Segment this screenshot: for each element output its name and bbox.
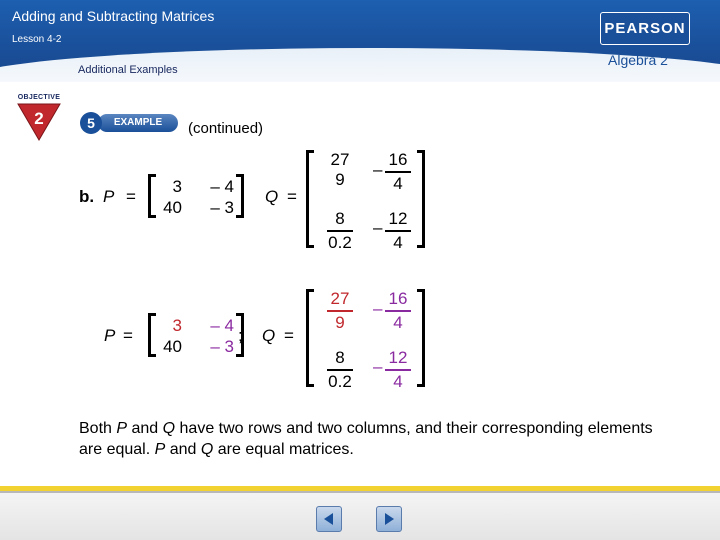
matrix-q-fraction [376,348,420,392]
pearson-logo: PEARSON [600,12,690,45]
minus-sign: – [373,299,383,318]
minus-sign: – [373,160,383,179]
fraction-bar [385,369,411,371]
matrix-p-symbol: P [104,326,116,345]
denominator: 0.2 [328,233,352,252]
left-bracket [306,289,314,387]
left-bracket [148,174,156,218]
semicolon: ; [238,326,243,345]
matrix-p-cell: 3 [172,316,182,335]
numerator: 27 [330,150,350,169]
matrix-q-fraction [318,209,362,253]
matrix-q-fraction [318,150,362,190]
lesson-number: Lesson 4-2 [12,34,62,45]
numerator: 27 [330,289,350,308]
denominator: 9 [335,313,345,332]
fraction-bar [385,310,411,312]
conclusion-fragment: and [165,441,201,458]
denominator: 4 [393,313,403,332]
left-arrow-icon [321,511,337,527]
next-slide-button[interactable] [376,506,402,532]
minus-sign: – [373,218,383,237]
matrix-p-cell: 40 [163,198,182,217]
example-badge [80,112,178,134]
denominator: 4 [393,174,403,193]
numerator: 16 [388,289,408,308]
matrix-q-fraction [318,348,362,392]
fraction-bar [327,230,353,232]
right-bracket [417,150,425,248]
fraction-bar [327,310,353,312]
matrix-q-symbol: Q [162,420,176,437]
equals-sign: = [123,326,133,345]
matrix-p-cell: – 3 [210,198,234,217]
objective-shield-icon [16,102,62,142]
equals-sign: = [284,326,294,345]
right-arrow-icon [381,511,397,527]
matrix-q-fraction [376,209,420,253]
fraction-bar [327,369,353,371]
numerator: 12 [388,348,408,367]
lesson-title: Adding and Subtracting Matrices [12,8,215,24]
matrix-q-fraction [318,289,362,333]
objective-badge [14,94,64,144]
svg-text:2: 2 [34,109,44,128]
conclusion-text [79,418,679,460]
matrix-p-symbol: P [103,187,115,206]
equals-sign: = [126,187,136,206]
matrix-q-symbol: Q [262,326,276,345]
matrix-q-fraction [376,150,420,194]
right-bracket [417,289,425,387]
section-subheading: Additional Examples [78,64,178,76]
fraction-bar [385,230,411,232]
denominator: 9 [335,170,345,189]
example-label: EXAMPLE [98,114,178,132]
matrix-p-cell: – 4 [210,316,234,335]
denominator: 4 [393,372,403,391]
matrix-p-symbol: P [116,420,128,437]
left-bracket [306,150,314,248]
continued-label: (continued) [188,120,264,137]
fraction-bar [385,171,411,173]
matrix-p-cell: – 3 [210,337,234,356]
conclusion-fragment: have two rows and two columns, and their corresponding elements are equal. [79,420,653,458]
matrix-p-cell: – 4 [210,177,234,196]
numerator: 8 [335,348,345,367]
matrix-q-fraction [376,289,420,333]
matrix-q-symbol: Q [265,187,279,206]
course-name: Algebra 2 [608,52,668,68]
denominator: 0.2 [328,372,352,391]
semicolon: ; [240,187,245,206]
denominator: 4 [393,233,403,252]
conclusion-fragment: and [127,420,163,437]
numerator: 16 [388,150,408,169]
numerator: 12 [388,209,408,228]
matrix-p-cell: 40 [163,337,182,356]
objective-label: OBJECTIVE [17,94,61,101]
equals-sign: = [287,187,297,206]
conclusion-fragment: are equal matrices. [213,441,354,458]
footer-bar [0,493,720,540]
minus-sign: – [373,357,383,376]
matrix-p-symbol: P [154,441,166,458]
example-number: 5 [80,112,102,134]
left-bracket [148,313,156,357]
part-label: b. [79,187,95,206]
conclusion-fragment: Both [79,420,117,437]
numerator: 8 [335,209,345,228]
previous-slide-button[interactable] [316,506,342,532]
matrix-p-cell: 3 [172,177,182,196]
matrix-q-symbol: Q [200,441,214,458]
